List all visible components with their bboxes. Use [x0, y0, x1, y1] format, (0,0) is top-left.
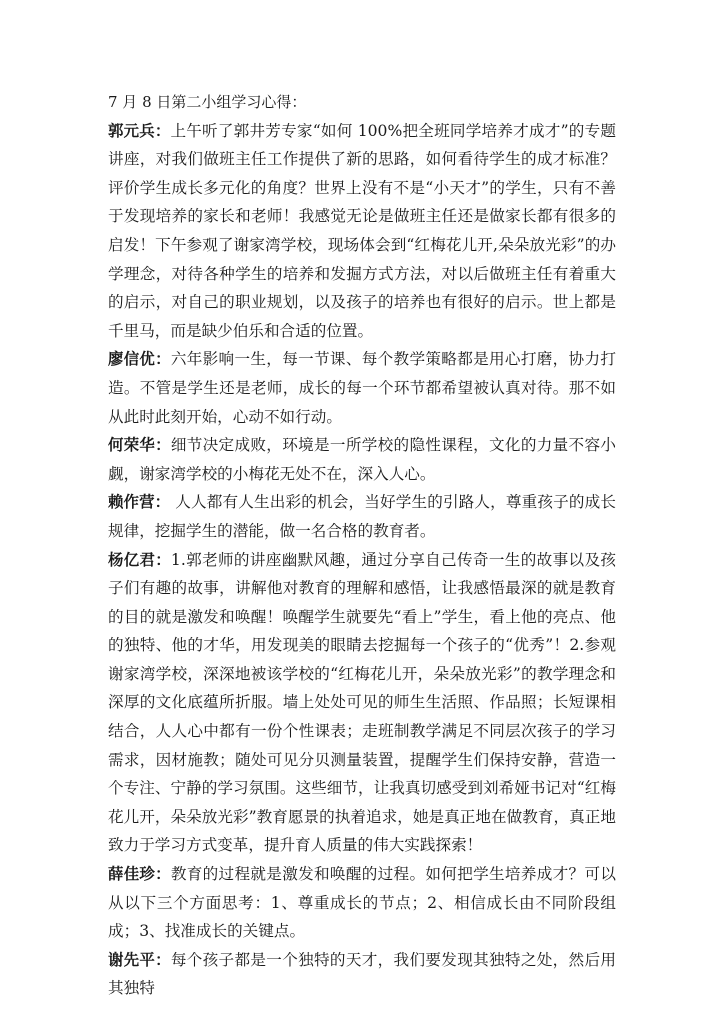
author-name: 郭元兵：	[108, 121, 171, 140]
reflection-entry	[108, 117, 616, 346]
author-name: 廖信优：	[108, 350, 171, 369]
reflection-entry	[108, 345, 616, 431]
document-page	[108, 88, 616, 1003]
reflection-text: 人人都有人生出彩的机会，当好学生的引路人，尊重孩子的成长规律，挖掘学生的潜能，做一名合格的教育者。	[108, 493, 616, 540]
reflection-text: 1.郭老师的讲座幽默风趣，通过分享自己传奇一生的故事以及孩子们有趣的故事，讲解他对教育的理解和感悟，让我感悟最深的就是教育的目的就是激发和唤醒！唤醒学生就要先“看上”学生，看上他的亮点、他的独特、他的才华，用发现美的眼睛去挖掘每一个孩子的“优秀”！2.参观谢家湾学校，深深地被该学校的“红梅花儿开，朵朵放光彩”的教学理念和深厚的文化底蕴所折服。墙上处处可见的师生生活照、作品照；长短课相结合，人人心中都有一份个性课表；走班制教学满足不同层次孩子的学习需求，因材施教；随处可见分贝测量装置，提醒学生们保持安静，营造一个专注、宁静的学习氛围。这些细节，让我真切感受到刘希娅书记对“红梅花儿开，朵朵放光彩”教育愿景的执着追求，她是真正地在做教育，真正地致力于学习方式变革，提升育人质量的伟大实践探索！	[108, 550, 616, 855]
author-name: 杨亿君：	[108, 550, 171, 569]
reflection-entry	[108, 946, 616, 1003]
reflection-text: 教育的过程就是激发和唤醒的过程。如何把学生培养成才？可以从以下三个方面思考：1、尊重成长的节点；2、相信成长由不同阶段组成；3、找准成长的关键点。	[108, 865, 616, 941]
reflection-text: 上午听了郭井芳专家“如何 100%把全班同学培养才成才”的专题讲座，对我们做班主任工作提供了新的思路，如何看待学生的成才标准？评价学生成长多元化的角度？世界上没有不是“小天才”的学生，只有不善于发现培养的家长和老师！我感觉无论是做班主任还是做家长都有很多的启发！下午参观了谢家湾学校，现场体会到“红梅花儿开,朵朵放光彩”的办学理念，对待各种学生的培养和发掘方式方法，对以后做班主任有着重大的启示，对自己的职业规划，以及孩子的培养也有很好的启示。世上都是千里马，而是缺少伯乐和合适的位置。	[108, 121, 616, 340]
reflection-entry	[108, 860, 616, 946]
author-name: 薛佳珍：	[108, 865, 171, 884]
author-name: 赖作营：	[108, 493, 171, 512]
reflection-text: 每个孩子都是一个独特的天才，我们要发现其独特之处，然后用其独特	[108, 950, 616, 998]
reflection-entry	[108, 546, 616, 861]
reflection-text: 细节决定成败，环境是一所学校的隐性课程，文化的力量不容小觑，谢家湾学校的小梅花无处不在，深入人心。	[108, 436, 616, 483]
author-name: 何荣华：	[108, 436, 171, 455]
author-name: 谢先平：	[108, 950, 171, 969]
reflection-text: 六年影响一生，每一节课、每个教学策略都是用心打磨，协力打造。不管是学生还是老师，成长的每一个环节都希望被认真对待。那不如从此时此刻开始，心动不如行动。	[108, 350, 616, 426]
document-heading: 7 月 8 日第二小组学习心得：	[108, 93, 307, 111]
reflection-entry	[108, 488, 616, 545]
reflection-entry	[108, 431, 616, 488]
